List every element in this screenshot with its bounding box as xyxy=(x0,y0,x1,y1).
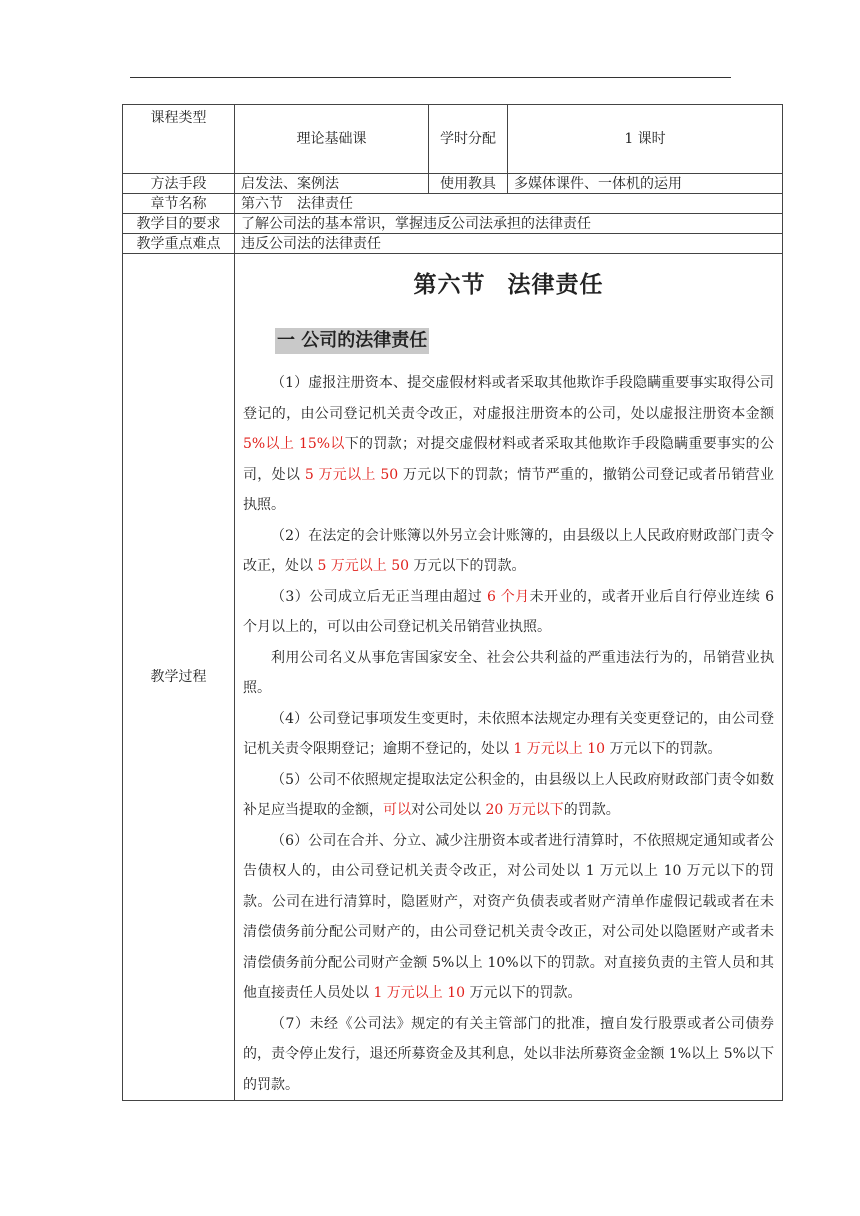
course-type-label: 课程类型 xyxy=(123,105,235,174)
process-label: 教学过程 xyxy=(123,254,235,1101)
highlighted-amount: 6 个月 xyxy=(487,588,530,605)
paragraph-text: （7）未经《公司法》规定的有关主管部门的批准，擅自发行股票或者公司债券的，责令停止发行，退还所募资金及其利息，处以非法所募资金金额 1%以上 5%以下的罚款。 xyxy=(243,1015,774,1093)
highlighted-amount: 20 万元以下 xyxy=(485,802,564,818)
paragraph-text: （2）在法定的会计账簿以外另立会计账簿的，由县级以上人民政府财政部门责令改正，处以 xyxy=(243,527,774,574)
highlighted-amount: 可以 xyxy=(383,802,411,818)
paragraph-6 xyxy=(243,765,774,826)
row-goal xyxy=(123,214,783,234)
paragraph-text: （3）公司成立后无正当理由超过 xyxy=(271,588,487,605)
paragraph-5 xyxy=(243,704,774,765)
paragraph-text: 万元以下的罚款。 xyxy=(409,558,526,574)
paragraph-text: 的罚款。 xyxy=(563,802,620,818)
highlighted-amount: 5 万元以上 50 xyxy=(317,558,410,574)
paragraph-text: 对公司处以 xyxy=(411,802,486,818)
lesson-plan-table xyxy=(122,104,783,1101)
tools-value: 多媒体课件、一体机的运用 xyxy=(508,174,783,194)
section-title xyxy=(243,272,774,312)
method-value: 启发法、案例法 xyxy=(235,174,429,194)
subheading: 一 公司的法律责任 xyxy=(275,328,429,354)
paragraph-text: 利用公司名义从事危害国家安全、社会公共利益的严重违法行为的，吊销营业执照。 xyxy=(243,649,774,696)
hours-value: 1 课时 xyxy=(508,105,783,174)
paragraph-2 xyxy=(243,521,774,582)
chapter-label: 章节名称 xyxy=(123,194,235,214)
paragraph-1 xyxy=(243,368,774,521)
paragraph-text: 万元以下的罚款。 xyxy=(465,985,582,1001)
row-chapter xyxy=(123,194,783,214)
paragraph-8 xyxy=(243,1009,774,1101)
paragraph-text: 万元以下的罚款。 xyxy=(605,741,722,757)
goal-label: 教学目的要求 xyxy=(123,214,235,234)
chapter-value: 第六节 法律责任 xyxy=(235,194,783,214)
paragraph-3 xyxy=(243,582,774,643)
hours-label: 学时分配 xyxy=(429,105,508,174)
focus-value: 违反公司法的法律责任 xyxy=(235,234,783,254)
section-title-number: 第六节 xyxy=(413,272,486,298)
highlighted-amount: 1 万元以上 10 xyxy=(373,985,466,1001)
row-method xyxy=(123,174,783,194)
paragraph-text: （4）公司登记事项发生变更时，未依照本法规定办理有关变更登记的，由公司登记机关责令限期登记；逾期不登记的，处以 xyxy=(243,710,774,757)
highlighted-amount: 5%以上 15%以 xyxy=(243,436,345,452)
paragraph-4 xyxy=(243,643,774,704)
paragraph-text: （6）公司在合并、分立、减少注册资本或者进行清算时，不依照规定通知或者公告债权人的，由公司登记机关责令改正，对公司处以 1 万元以上 10 万元以下的罚款。公司在进行清算时，隐匿财产，对资产负债表或者财产清单作虚假记载或者在未清偿债务前分配公司财产的，由公司登记机关责令改正，对公司处以隐匿财产或者未清偿债务前分配公司财产金额 5%以上 10%以下的罚款。对直接负责的主管人员和其他直接责任人员处以 xyxy=(243,832,774,1001)
paragraph-text: 万元以下的罚款；情节严重的，撤销公司登记或者吊销营业执照。 xyxy=(243,466,775,513)
paragraph-text: （1）虚报注册资本、提交虚假材料或者采取其他欺诈手段隐瞒重要事实取得公司登记的，由公司登记机关责令改正，对虚报注册资本的公司，处以虚报注册资本金额 xyxy=(243,375,774,422)
tools-label: 使用教具 xyxy=(429,174,508,194)
paragraph-text: （5）公司不依照规定提取法定公积金的，由县级以上人民政府财政部门责令如数补足应当提取的金额， xyxy=(243,771,774,818)
process-content xyxy=(235,254,783,1101)
section-title-text: 法律责任 xyxy=(507,272,604,298)
header-rule xyxy=(130,77,731,78)
highlighted-amount: 1 万元以上 10 xyxy=(513,741,606,757)
paragraph-text: 未开业的，或者开业后自行停业连续 6 个月以上的，可以由公司登记机关吊销营业执照。 xyxy=(243,588,775,635)
row-course-type xyxy=(123,105,783,174)
paragraph-text: 下的罚款；对提交虚假材料或者采取其他欺诈手段隐瞒重要事实的公司，处以 xyxy=(243,436,774,483)
row-focus xyxy=(123,234,783,254)
focus-label: 教学重点难点 xyxy=(123,234,235,254)
goal-value: 了解公司法的基本常识，掌握违反公司法承担的法律责任 xyxy=(235,214,783,234)
method-label: 方法手段 xyxy=(123,174,235,194)
highlighted-amount: 5 万元以上 50 xyxy=(304,466,399,483)
course-type-value: 理论基础课 xyxy=(235,105,429,174)
paragraph-list xyxy=(243,368,774,1100)
paragraph-7 xyxy=(243,826,774,1009)
row-process xyxy=(123,254,783,1101)
